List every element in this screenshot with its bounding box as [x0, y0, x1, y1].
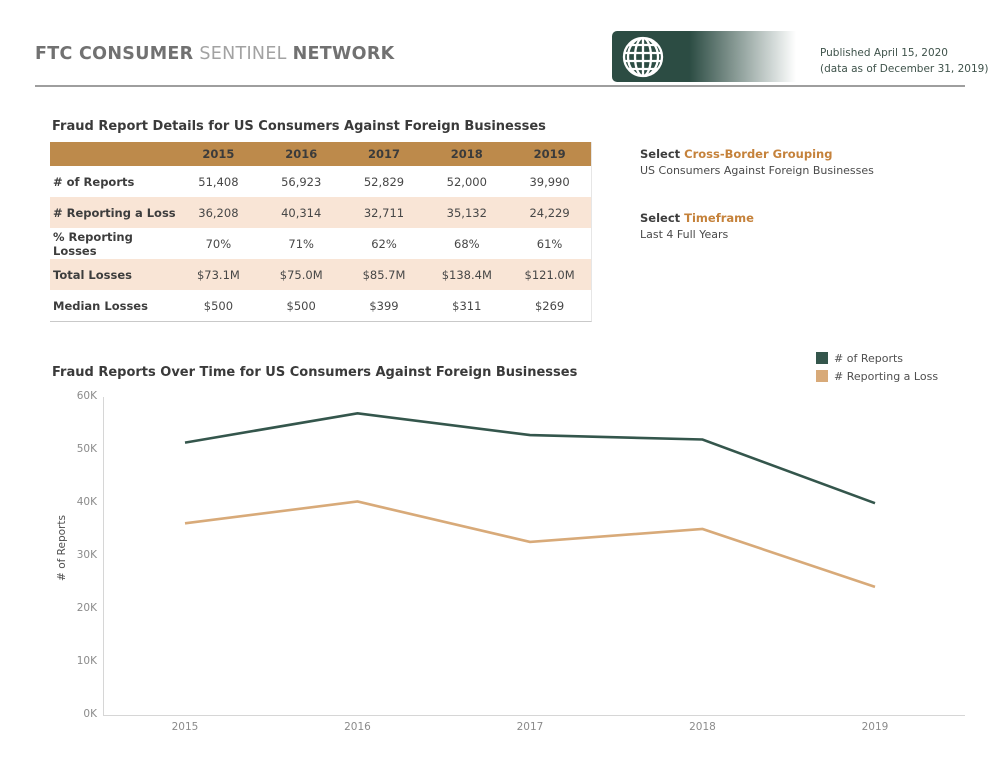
table-cell-value: $121.0M: [524, 267, 575, 282]
y-axis-label: # of Reports: [56, 515, 68, 581]
table-cell-value: $500: [203, 298, 234, 313]
table-row: [50, 259, 591, 290]
fraud-report-table: [50, 142, 592, 322]
y-tick-label: 60K: [76, 390, 97, 402]
table-cell-value: 24,229: [529, 205, 570, 220]
x-tick-label: 2015: [171, 721, 199, 733]
legend-swatch: [816, 370, 828, 382]
filter-cross-border-grouping-value[interactable]: US Consumers Against Foreign Businesses: [640, 164, 874, 177]
table-cell-value: 52,829: [363, 174, 405, 189]
table-cell-value: $500: [286, 298, 316, 313]
series-line-reports: [185, 413, 875, 503]
table-row: [50, 197, 591, 228]
y-tick-label: 40K: [76, 496, 97, 508]
table-cell-value: 68%: [454, 236, 480, 251]
table-cell-value: 51,408: [198, 174, 239, 189]
line-chart: [103, 390, 973, 720]
table-year-header: 2019: [533, 147, 566, 161]
globe-icon: [620, 34, 666, 80]
y-tick-label: 50K: [76, 443, 97, 455]
x-tick-label: 2017: [516, 721, 544, 733]
table-row-label: Total Losses: [53, 267, 132, 282]
filter-cross-border-grouping-label: [640, 147, 832, 161]
table-row: [50, 290, 591, 321]
header-divider: [35, 85, 965, 87]
table-cell-value: $311: [452, 298, 482, 313]
app-title-part3: NETWORK: [292, 44, 395, 64]
app-title-part1: FTC CONSUMER: [35, 44, 194, 64]
app-title: [35, 44, 394, 64]
x-tick-label: 2016: [344, 721, 371, 733]
table-cell-value: 36,208: [198, 205, 239, 220]
legend-item[interactable]: [816, 367, 938, 385]
table-cell-value: 39,990: [529, 174, 570, 189]
y-tick-label: 10K: [76, 655, 97, 667]
legend-label: # of Reports: [834, 351, 904, 365]
table-row: [50, 228, 591, 259]
table-cell-value: $85.7M: [362, 267, 406, 282]
table-cell-value: 35,132: [446, 205, 487, 220]
legend-item[interactable]: [816, 349, 938, 367]
table-year-header: 2016: [285, 147, 318, 161]
table-cell-value: 62%: [371, 236, 397, 251]
filter-prefix: Select: [640, 147, 681, 161]
legend-label: # Reporting a Loss: [834, 369, 939, 383]
table-row-label: Median Losses: [53, 298, 148, 313]
chart-legend: [816, 349, 938, 385]
filter-name: Cross-Border Grouping: [684, 147, 833, 161]
table-year-header: 2015: [202, 147, 235, 161]
table-cell-value: $399: [369, 298, 399, 313]
y-tick-label: 30K: [76, 549, 97, 561]
published-date: [820, 45, 988, 77]
table-cell-value: 52,000: [446, 174, 487, 189]
filter-timeframe-value[interactable]: Last 4 Full Years: [640, 228, 729, 241]
table-year-header: 2018: [450, 147, 483, 161]
table-cell-value: $138.4M: [441, 267, 492, 282]
filter-name: Timeframe: [684, 211, 754, 225]
table-row-label: # of Reports: [53, 174, 135, 189]
app-title-part2: SENTINEL: [199, 44, 287, 64]
table-cell-value: 40,314: [281, 205, 322, 220]
table-header-row: [50, 142, 591, 166]
chart-title: Fraud Reports Over Time for US Consumers Against Foreign Businesses: [52, 365, 578, 380]
y-tick-label: 0K: [83, 708, 97, 720]
x-tick-label: 2018: [689, 721, 716, 733]
x-tick-label: 2019: [861, 721, 889, 733]
series-line-reporting-a-loss: [185, 502, 875, 587]
header-banner: [612, 31, 796, 82]
table-cell-value: $75.0M: [279, 267, 323, 282]
table-cell-value: 61%: [536, 236, 563, 251]
table-cell-value: 56,923: [281, 174, 322, 189]
table-cell-value: 32,711: [363, 205, 405, 220]
table-year-header: 2017: [367, 147, 400, 161]
y-tick-label: 20K: [76, 602, 97, 614]
legend-swatch: [816, 352, 828, 364]
table-cell-value: $73.1M: [196, 267, 240, 282]
published-line1: Published April 15, 2020: [820, 47, 948, 59]
filter-prefix: Select: [640, 211, 681, 225]
table-title: Fraud Report Details for US Consumers Against Foreign Businesses: [52, 119, 546, 134]
filter-timeframe-label: [640, 211, 754, 225]
table-row-label: % Reporting Losses: [53, 229, 133, 258]
table-row-label: # Reporting a Loss: [53, 205, 176, 220]
table-cell-value: 71%: [288, 236, 314, 251]
table-row: [50, 166, 591, 197]
table-cell-value: 70%: [205, 236, 232, 251]
published-line2: (data as of December 31, 2019): [820, 63, 989, 75]
table-cell-value: $269: [534, 298, 565, 313]
